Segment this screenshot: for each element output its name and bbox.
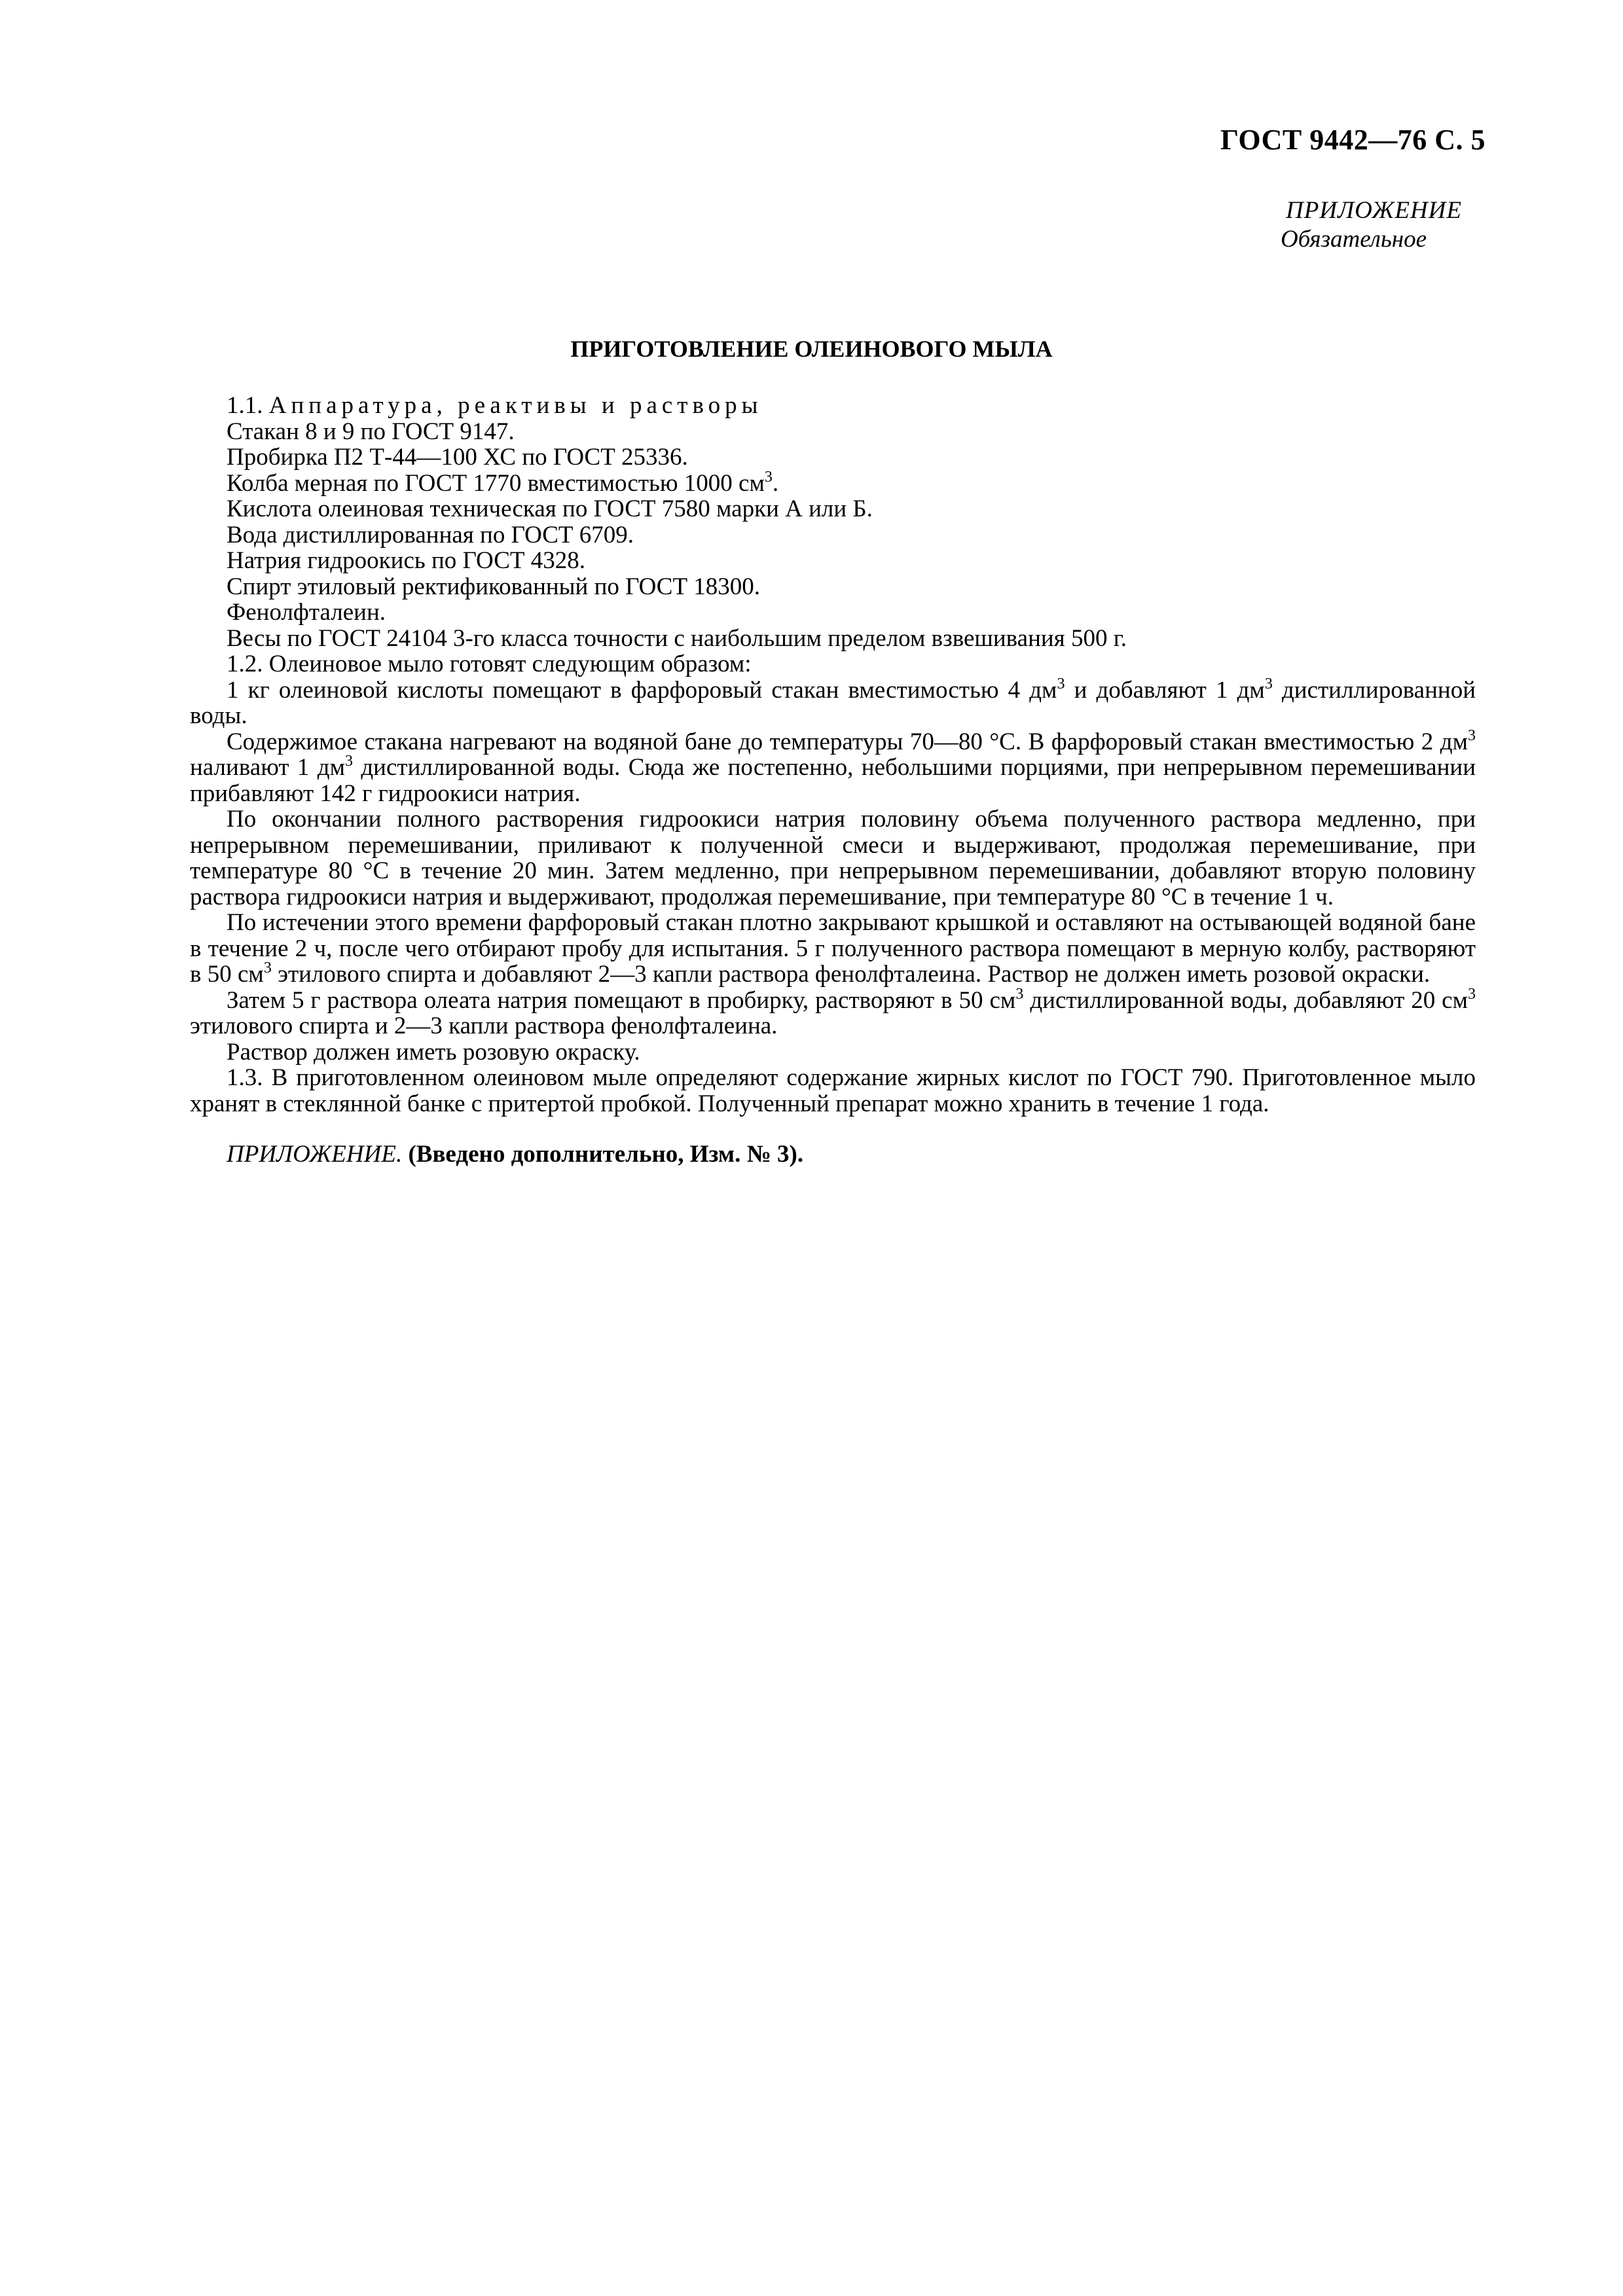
document-body — [190, 393, 1476, 1168]
paragraph: По окончании полного растворения гидроокиси натрия половину объема полученного раствора медленно, при непрерывном перемешивании, приливают к полученной смеси и выдерживают, продолжая перемешивание, при температуре 80 °С в течение 20 мин. Затем медленно, при непрерывном перемешивании, добавляют вторую половину раствора гидроокиси натрия и выдерживают, продолжая перемешивание, при температуре 80 °С в течение 1 ч. — [190, 806, 1476, 910]
document-title: ПРИГОТОВЛЕНИЕ ОЛЕИНОВОГО МЫЛА — [570, 336, 1053, 362]
appendix-status: Обязательное — [1280, 226, 1427, 253]
list-item: Стакан 8 и 9 по ГОСТ 9147. — [227, 418, 515, 445]
amendment-label: ПРИЛОЖЕНИЕ. — [227, 1141, 403, 1168]
paragraph: По истечении этого времени фарфоровый стакан плотно закрывают крышкой и оставляют на остывающей водяной бане в течение 2 ч, после чего отбирают пробу для испытания. 5 г полученного раствора помещают в мерную колбу, растворяют в 50 $см^3$ этилового спирта и добавляют 2—3 капли раствора фенолфталеина. Раствор не должен иметь розовой окраски. — [190, 909, 1476, 988]
section-1-1-number: 1.1. — [227, 392, 263, 419]
section-1-2-intro: 1.2. Олеиновое мыло готовят следующим образом: — [227, 651, 752, 677]
list-item: Фенолфталеин. — [227, 599, 386, 626]
appendix-title: ПРИЛОЖЕНИЕ — [1286, 197, 1462, 224]
paragraph: Содержимое стакана нагревают на водяной бане до температуры 70—80 °С. В фарфоровый стакан вместимостью 2 $дм^3$ наливают 1 $дм^3$ дистиллированной воды. Сюда же постепенно, небольшими порциями, при непрерывном перемешивании прибавляют 142 г гидроокиси натрия. — [190, 726, 1476, 807]
paragraph: Раствор должен иметь розовую окраску. — [227, 1038, 640, 1066]
amendment-text: (Введено дополнительно, Изм. № 3). — [408, 1141, 804, 1168]
section-1-3: 1.3. В приготовленном олеиновом мыле определяют содержание жирных кислот по ГОСТ 790. Приготовленное мыло хранят в стеклянной банке с притертой пробкой. Полученный препарат можно хранить в течение 1 года. — [190, 1064, 1476, 1117]
list-item: Весы по ГОСТ 24104 3-го класса точности с наибольшим пределом взвешивания 500 г. — [227, 624, 1127, 652]
paragraph: 1 кг олеиновой кислоты помещают в фарфоровый стакан вместимостью 4 $дм^3$ и добавляют 1 $дм^3$ дистиллированной воды. — [190, 675, 1476, 729]
list-item: Пробирка П2 Т-44—100 ХС по ГОСТ 25336. — [227, 444, 688, 471]
list-item: Кислота олеиновая техническая по ГОСТ 7580 марки А или Б. — [227, 495, 873, 522]
section-1-1-title: Аппаратура, реактивы и растворы — [268, 392, 763, 419]
paragraph: Затем 5 г раствора олеата натрия помещают в пробирку, растворяют в 50 $см^3$ дистиллированной воды, добавляют 20 $см^3$ этилового спирта и 2—3 капли раствора фенолфталеина. — [190, 985, 1476, 1039]
amendment-note — [190, 1141, 1476, 1168]
list-item: Вода дистиллированная по ГОСТ 6709. — [227, 521, 634, 548]
page-header: ГОСТ 9442—76 С. 5 — [1220, 124, 1486, 156]
list-item: Натрия гидроокись по ГОСТ 4328. — [227, 547, 585, 574]
list-item: Колба мерная по ГОСТ 1770 вместимостью 1000 $см^3$. — [227, 468, 779, 497]
list-item: Спирт этиловый ректификованный по ГОСТ 18300. — [227, 573, 761, 600]
section-1-1-heading — [190, 393, 1476, 419]
appendix-label — [1281, 196, 1462, 254]
